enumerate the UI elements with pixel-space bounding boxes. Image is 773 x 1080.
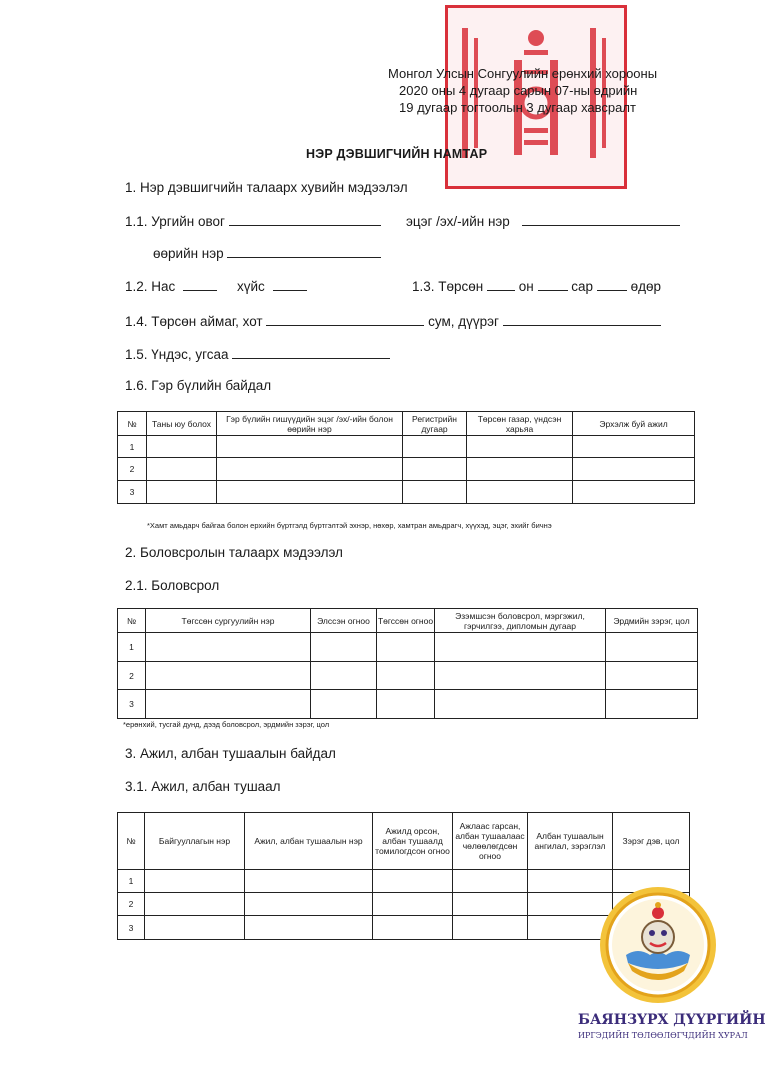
table-cell[interactable] [217,481,403,504]
field-age [125,278,217,294]
field-label: сар [571,279,594,294]
district-emblem [598,885,718,1005]
birth-month-blank[interactable] [538,278,568,291]
given-name-blank[interactable] [227,245,381,258]
table-cell[interactable] [573,436,695,458]
table-cell[interactable] [147,436,217,458]
column-header: Элссэн огноо [311,609,377,633]
table-cell[interactable] [606,662,698,690]
table-cell[interactable] [146,633,311,662]
header-line-1: Монгол Улсын Сонгуулийн ерөнхий хорооны [388,66,658,81]
table-cell[interactable] [403,481,467,504]
column-header: Төгссөн огноо [377,609,435,633]
field-label: 1.4. Төрсөн аймаг, хот [125,314,263,329]
column-header: Албан тушаалын ангилал, зэрэглэл [528,813,613,870]
column-header: Байгууллагын нэр [145,813,245,870]
birth-year-blank[interactable] [487,278,515,291]
clan-name-blank[interactable] [229,213,381,226]
field-given-name [153,245,381,261]
table-cell[interactable] [373,893,453,916]
gender-blank[interactable] [273,278,307,291]
work-subheading: 3.1. Ажил, албан тушаал [125,779,281,794]
district-emblem-icon [598,885,718,1005]
row-number: 2 [118,893,145,916]
header-line-3: 19 дугаар тогтоолын 3 дугаар хавсралт [399,100,636,115]
district-logo-subtitle: ИРГЭДИЙН ТӨЛӨӨЛӨГЧДИЙН ХУРАЛ [578,1031,748,1040]
column-header: Зэрэг дэв, цол [613,813,690,870]
table-cell[interactable] [467,458,573,481]
table-cell[interactable] [453,870,528,893]
table-cell[interactable] [146,662,311,690]
table-cell[interactable] [377,690,435,719]
table-header-row [118,412,695,436]
field-label: 1.5. Үндэс, угсаа [125,347,229,362]
row-number: 1 [118,633,146,662]
field-ethnicity [125,346,390,362]
table-cell[interactable] [245,916,373,940]
column-header: Гэр бүлийн гишүүдийн эцэг /эх/-ийн болон өөрийн нэр [217,412,403,436]
field-label: 1.3. Төрсөн [412,279,484,294]
age-blank[interactable] [183,278,217,291]
birth-district-blank[interactable] [503,313,661,326]
column-header: Таны юу болох [147,412,217,436]
table-cell[interactable] [147,481,217,504]
table-cell[interactable] [245,893,373,916]
section-3-heading: 3. Ажил, албан тушаалын байдал [125,746,336,761]
field-birth-province [125,313,661,329]
birth-province-blank[interactable] [266,313,424,326]
field-label: сум, дүүрэг [428,314,499,329]
table-cell[interactable] [435,633,606,662]
table-cell[interactable] [573,458,695,481]
table-cell[interactable] [145,870,245,893]
column-header: Төрсөн газар, үндсэн харьяа [467,412,573,436]
column-header: Регистрийн дугаар [403,412,467,436]
page-title: НЭР ДЭВШИГЧИЙН НАМТАР [306,147,488,161]
table-cell[interactable] [606,690,698,719]
row-number: 2 [118,662,146,690]
row-number: 1 [118,870,145,893]
section-2-heading: 2. Боловсролын талаарх мэдээлэл [125,545,343,560]
header-line-2: 2020 оны 4 дугаар сарын 07-ны өдрийн [399,83,638,98]
table-cell[interactable] [311,633,377,662]
table-row [118,633,698,662]
table-cell[interactable] [453,916,528,940]
table-cell[interactable] [467,481,573,504]
ethnicity-blank[interactable] [232,346,390,359]
table-row [118,662,698,690]
table-cell[interactable] [245,870,373,893]
table-cell[interactable] [311,690,377,719]
education-footnote: *ерөнхий, тусгай дунд, дээд боловсрол, эрдмийн зэрэг, цол [123,720,330,729]
family-table [117,411,695,504]
column-header: Ажилд орсон, албан тушаалд томилогдсон огноо [373,813,453,870]
field-birth-date [412,278,661,294]
table-cell[interactable] [146,690,311,719]
birth-day-blank[interactable] [597,278,627,291]
table-cell[interactable] [373,870,453,893]
table-header-row [118,813,690,870]
district-logo-title: БАЯНЗҮРХ ДҮҮРГИЙН [578,1012,766,1028]
table-cell[interactable] [467,436,573,458]
table-header-row [118,609,698,633]
field-clan-name [125,213,381,229]
family-footnote: *Хамт амьдарч байгаа болон ерхийн бүртгэлд бүртгэлтэй эхнэр, нөхөр, хамтран амьдрагч, хүүхэд, эцэг, эхийг бичнэ [147,521,552,530]
table-cell[interactable] [311,662,377,690]
education-subheading: 2.1. Боловсрол [125,578,220,593]
table-cell[interactable] [217,436,403,458]
table-row [118,481,695,504]
column-header: Ажил, албан тушаалын нэр [245,813,373,870]
table-row [118,458,695,481]
row-number: 3 [118,481,147,504]
table-cell[interactable] [435,662,606,690]
field-parent-name [406,213,680,229]
table-cell[interactable] [403,436,467,458]
field-label: 1.2. Нас [125,279,176,294]
row-number: 3 [118,916,145,940]
table-cell[interactable] [377,633,435,662]
column-header: № [118,412,147,436]
column-header: Эрхэлж буй ажил [573,412,695,436]
table-cell[interactable] [377,662,435,690]
table-cell[interactable] [145,916,245,940]
table-cell[interactable] [573,481,695,504]
field-label: 1.1. Ургийн овог [125,214,225,229]
field-label: өөрийн нэр [153,246,224,261]
field-gender [237,278,307,294]
education-table [117,608,698,719]
column-header: № [118,609,146,633]
table-cell[interactable] [403,458,467,481]
row-number: 2 [118,458,147,481]
field-label: хүйс [237,279,265,294]
table-cell[interactable] [145,893,245,916]
table-cell[interactable] [435,690,606,719]
table-row [118,436,695,458]
table-cell[interactable] [147,458,217,481]
field-label: өдөр [630,279,661,294]
column-header: Эрдмийн зэрэг, цол [606,609,698,633]
column-header: Эзэмшсэн боловсрол, мэргэжил, гэрчилгээ, дипломын дугаар [435,609,606,633]
column-header: № [118,813,145,870]
row-number: 3 [118,690,146,719]
column-header: Ажлаас гарсан, албан тушаалаас чөлөөлөгдсөн огноо [453,813,528,870]
section-1-heading: 1. Нэр дэвшигчийн талаарх хувийн мэдээлэл [125,180,408,195]
row-number: 1 [118,436,147,458]
column-header: Төгссөн сургуулийн нэр [146,609,311,633]
table-cell[interactable] [373,916,453,940]
parent-name-blank[interactable] [522,213,680,226]
field-label: он [518,279,534,294]
table-cell[interactable] [606,633,698,662]
family-heading: 1.6. Гэр бүлийн байдал [125,378,272,393]
field-label: эцэг /эх/-ийн нэр [406,214,510,229]
table-cell[interactable] [453,893,528,916]
table-cell[interactable] [217,458,403,481]
table-row [118,690,698,719]
